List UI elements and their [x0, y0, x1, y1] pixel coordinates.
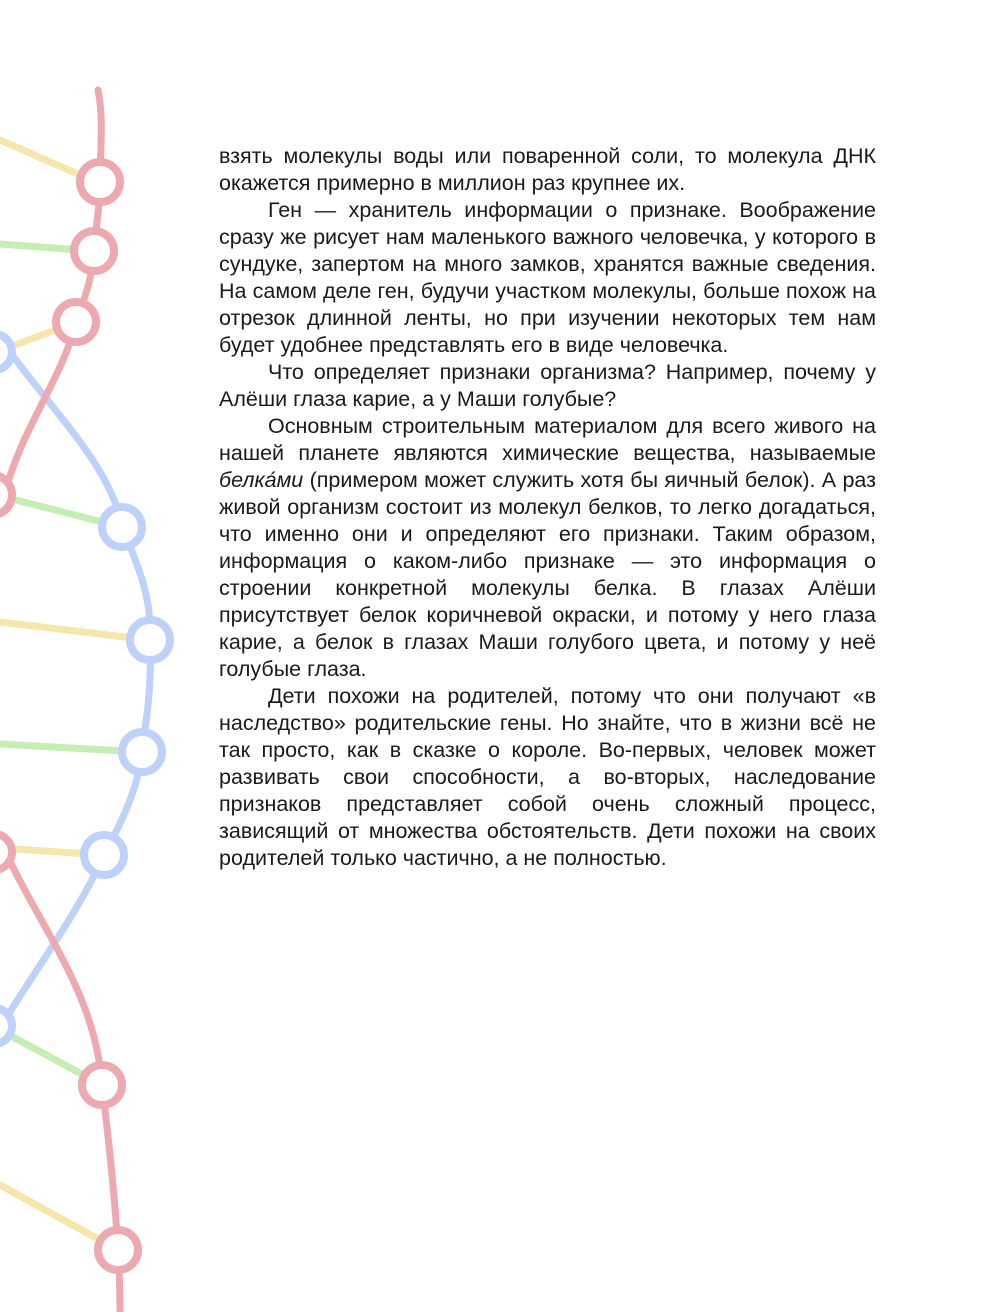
paragraph-4-start: Основным строительным материалом для всего живого на нашей планете являются химические вещества, называемые: [219, 414, 876, 465]
paragraph-4-end: (примером может служить хотя бы яичный белок). А раз живой организм состоит из молекул белков, то легко догадаться, что именно они и определяют его признаки. Таким образом, информация о каком-либо признаке — это информация о строении конкретной молекулы белка. В глазах Алёши присутствует белок коричневой окраски, и потому у него глаза карие, а белок в глазах Маши голубого цвета, и потому у неё голубые глаза.: [219, 468, 876, 681]
dna-node: [84, 835, 124, 875]
emphasis-term: белка́ми: [219, 468, 304, 492]
strand-blue: [0, 330, 150, 1028]
dna-node: [0, 834, 12, 870]
dna-node: [130, 620, 170, 660]
dna-node: [56, 302, 96, 342]
dna-node: [82, 1065, 122, 1105]
paragraph-3: Что определяет признаки организма? Например, почему у Алёши глаза карие, а у Маши голубые?: [219, 360, 876, 411]
dna-node: [98, 1230, 138, 1270]
paragraph-5: Дети похожи на родителей, потому что они получают «в наследство» родительские гены. Но знайте, что в жизни всё не так просто, как в сказке о короле. Во-первых, человек может развивать свои способности, а во-вторых, наследование признаков представляет собой очень сложный процесс, зависящий от множества обстоятельств. Дети похожи на своих родителей только частично, а не полностью.: [219, 684, 876, 870]
paragraph-4: [219, 413, 876, 683]
dna-node: [122, 732, 162, 772]
paragraph-1: взять молекулы воды или поваренной соли, то молекула ДНК окажется примерно в миллион раз крупнее их.: [219, 144, 876, 195]
dna-node: [80, 162, 120, 202]
dna-node: [102, 507, 142, 547]
dna-node: [0, 1008, 12, 1044]
dna-node: [0, 334, 12, 370]
dna-node: [0, 475, 12, 515]
dna-node: [74, 231, 114, 271]
paragraph-2: Ген — хранитель информации о признаке. Воображение сразу же рисует нам маленького важного человечка, у которого в сундуке, запертом на много замков, хранятся важные сведения. На самом деле ген, будучи участком молекулы, больше похож на отрезок длинной ленты, но при изучении некоторых тем нам будет удобнее представлять его в виде человечка.: [219, 198, 876, 357]
body-text: [219, 143, 876, 872]
